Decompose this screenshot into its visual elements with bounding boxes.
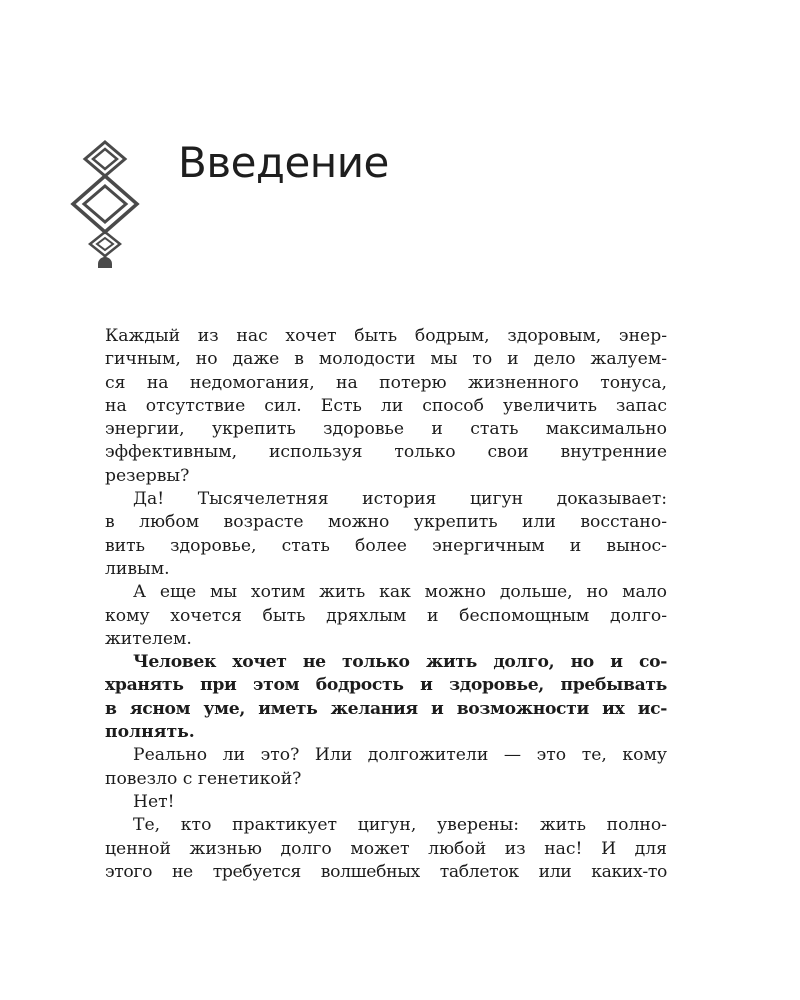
text-line: ливым. xyxy=(105,558,170,579)
text-line: этого не требуется волшебных таблеток или каких-то xyxy=(105,861,667,882)
text-line: энергии, укрепить здоровье и стать максимально xyxy=(105,419,667,440)
text-line: кому хочется быть дряхлым и беспомощным долго- xyxy=(105,605,667,626)
text-line: Те, кто практикует цигун, уверены: жить полно- xyxy=(133,815,667,836)
chapter-title: Введение xyxy=(178,138,389,187)
text-line: резервы? xyxy=(105,465,190,486)
bold-text-line: Человек хочет не только жить долго, но и со- xyxy=(133,652,667,673)
text-line: Нет! xyxy=(133,791,175,812)
text-line: эффективным, используя только свои внутренние xyxy=(105,442,667,463)
bold-text-line: полнять. xyxy=(105,722,195,743)
text-line: А еще мы хотим жить как можно дольше, но мало xyxy=(133,582,667,603)
text-line: на отсутствие сил. Есть ли способ увеличить запас xyxy=(105,395,667,416)
bold-text-line: хранять при этом бодрость и здоровье, пребывать xyxy=(105,675,667,696)
text-line: Реально ли это? Или долгожители — это те, кому xyxy=(133,745,667,766)
text-line: Да! Тысячелетняя история цигун доказывает: xyxy=(133,489,667,510)
text-line: гичным, но даже в молодости мы то и дело жалуем- xyxy=(105,349,667,370)
bold-text-line: в ясном уме, иметь желания и возможности их ис- xyxy=(105,698,667,719)
text-line: Каждый из нас хочет быть бодрым, здоровым, энер- xyxy=(105,326,667,346)
text-line: в любом возрасте можно укрепить или восстано- xyxy=(105,512,667,533)
text-line: жителем. xyxy=(105,628,192,649)
text-line: ценной жизнью долго может любой из нас! И для xyxy=(105,838,667,859)
chapter-body xyxy=(105,325,667,884)
diamond-ornament-icon xyxy=(70,140,140,270)
text-line: повезло с генетикой? xyxy=(105,768,302,789)
text-line: ся на недомогания, на потерю жизненного тонуса, xyxy=(105,372,667,393)
text-line: вить здоровье, стать более энергичным и вынос- xyxy=(105,535,667,556)
